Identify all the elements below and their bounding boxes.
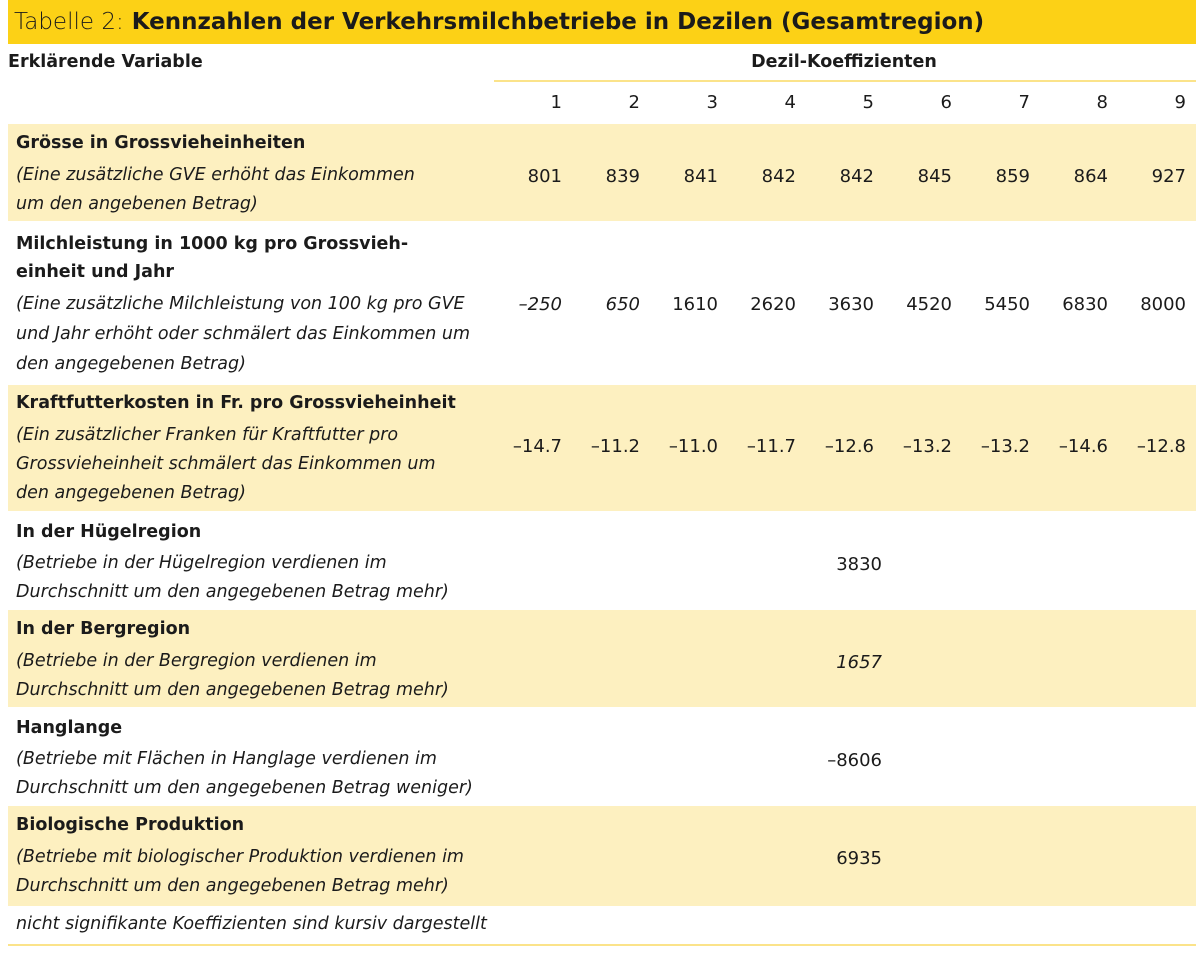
- decile-value: –11.2: [590, 436, 640, 457]
- decile-value: 4520: [906, 294, 952, 315]
- table-title-bar: [8, 0, 1196, 44]
- row-variable-name: Kraftfutterkosten in Fr. pro Grossvieheinheit: [16, 393, 456, 413]
- row-description-line: Durchschnitt um den angegebenen Betrag mehr): [16, 680, 449, 700]
- decile-header: 5: [862, 92, 874, 113]
- row-description-line: Durchschnitt um den angegebenen Betrag mehr): [16, 876, 449, 896]
- decile-value: 650: [605, 294, 640, 315]
- header-divider: [494, 80, 1196, 82]
- table-row-kraftfutterkosten: [8, 385, 1196, 511]
- row-description-line: den angegebenen Betrag): [16, 354, 246, 374]
- table-row-milchleistung: [8, 222, 1196, 384]
- decile-value: –11.0: [668, 436, 718, 457]
- table-row-huegelregion: [8, 512, 1196, 609]
- decile-header: 9: [1174, 92, 1186, 113]
- decile-header: 3: [706, 92, 718, 113]
- table-row-bergregion: [8, 610, 1196, 707]
- row-description-line: und Jahr erhöht oder schmälert das Einkommen um: [16, 324, 471, 344]
- decile-value: 864: [1073, 166, 1108, 187]
- table-bottom-rule: [8, 944, 1196, 946]
- decile-value: 5450: [984, 294, 1030, 315]
- coefficient-value: 6935: [836, 848, 882, 869]
- table-row-biologisch: [8, 806, 1196, 906]
- row-description-line: Durchschnitt um den angegebenen Betrag mehr): [16, 582, 449, 602]
- row-variable-name: Biologische Produktion: [16, 815, 245, 835]
- decile-value: –14.7: [512, 436, 562, 457]
- decile-value: 859: [995, 166, 1030, 187]
- decile-header: 6: [940, 92, 952, 113]
- table-title: Kennzahlen der Verkehrsmilchbetriebe in Dezilen (Gesamtregion): [131, 9, 985, 35]
- row-variable-name: Hanglange: [16, 718, 123, 738]
- header-variable-label: Erklärende Variable: [8, 52, 203, 72]
- decile-value: 927: [1151, 166, 1186, 187]
- decile-header: 4: [784, 92, 796, 113]
- row-description-line: (Betriebe mit biologischer Produktion verdienen im: [16, 847, 464, 867]
- row-description-line: (Betriebe mit Flächen in Hanglage verdienen im: [16, 749, 437, 769]
- decile-header: 1: [550, 92, 562, 113]
- decile-value: 3630: [828, 294, 874, 315]
- row-description-line: um den angebenen Betrag): [16, 194, 258, 214]
- row-description-line: Grossvieheinheit schmälert das Einkommen um: [16, 454, 436, 474]
- decile-value: 2620: [750, 294, 796, 315]
- row-variable-name: In der Bergregion: [16, 619, 191, 639]
- row-variable-name: Grösse in Grossvieheinheiten: [16, 133, 306, 153]
- decile-value: –250: [518, 294, 562, 315]
- coefficient-value: –8606: [827, 750, 882, 771]
- table-number: Tabelle 2:: [14, 9, 124, 35]
- decile-header: 2: [628, 92, 640, 113]
- row-description-line: (Betriebe in der Hügelregion verdienen im: [16, 553, 387, 573]
- decile-value: 841: [683, 166, 718, 187]
- row-description-line: (Betriebe in der Bergregion verdienen im: [16, 651, 377, 671]
- decile-value: 801: [527, 166, 562, 187]
- decile-column-headers: [494, 92, 1196, 118]
- decile-value: 1610: [672, 294, 718, 315]
- decile-header: 8: [1096, 92, 1108, 113]
- decile-value: 842: [839, 166, 874, 187]
- decile-value: –11.7: [746, 436, 796, 457]
- row-description-line: (Eine zusätzliche GVE erhöht das Einkommen: [16, 165, 415, 185]
- row-variable-name: einheit und Jahr: [16, 262, 175, 282]
- coefficient-value: 3830: [836, 554, 882, 575]
- decile-value: –12.6: [824, 436, 874, 457]
- row-description-line: (Ein zusätzlicher Franken für Kraftfutter pro: [16, 425, 399, 445]
- row-description-line: den angegebenen Betrag): [16, 483, 246, 503]
- decile-value: 839: [605, 166, 640, 187]
- row-description-line: Durchschnitt um den angegebenen Betrag weniger): [16, 778, 473, 798]
- table-footnote: nicht signifikante Koeffizienten sind kursiv dargestellt: [16, 914, 487, 934]
- decile-value: –13.2: [902, 436, 952, 457]
- decile-value: 8000: [1140, 294, 1186, 315]
- decile-value: 845: [917, 166, 952, 187]
- table-row-hanglange: [8, 708, 1196, 805]
- row-description-line: (Eine zusätzliche Milchleistung von 100 kg pro GVE: [16, 294, 465, 314]
- decile-header: 7: [1018, 92, 1030, 113]
- decile-value: –13.2: [980, 436, 1030, 457]
- coefficient-value: 1657: [836, 652, 882, 673]
- decile-value: –14.6: [1058, 436, 1108, 457]
- row-variable-name: Milchleistung in 1000 kg pro Grossvieh-: [16, 234, 409, 254]
- table-row-groesse: [8, 124, 1196, 221]
- decile-value: 6830: [1062, 294, 1108, 315]
- decile-value: –12.8: [1136, 436, 1186, 457]
- row-variable-name: In der Hügelregion: [16, 522, 202, 542]
- decile-value: 842: [761, 166, 796, 187]
- header-decile-group-label: Dezil-Koeffizienten: [751, 52, 937, 72]
